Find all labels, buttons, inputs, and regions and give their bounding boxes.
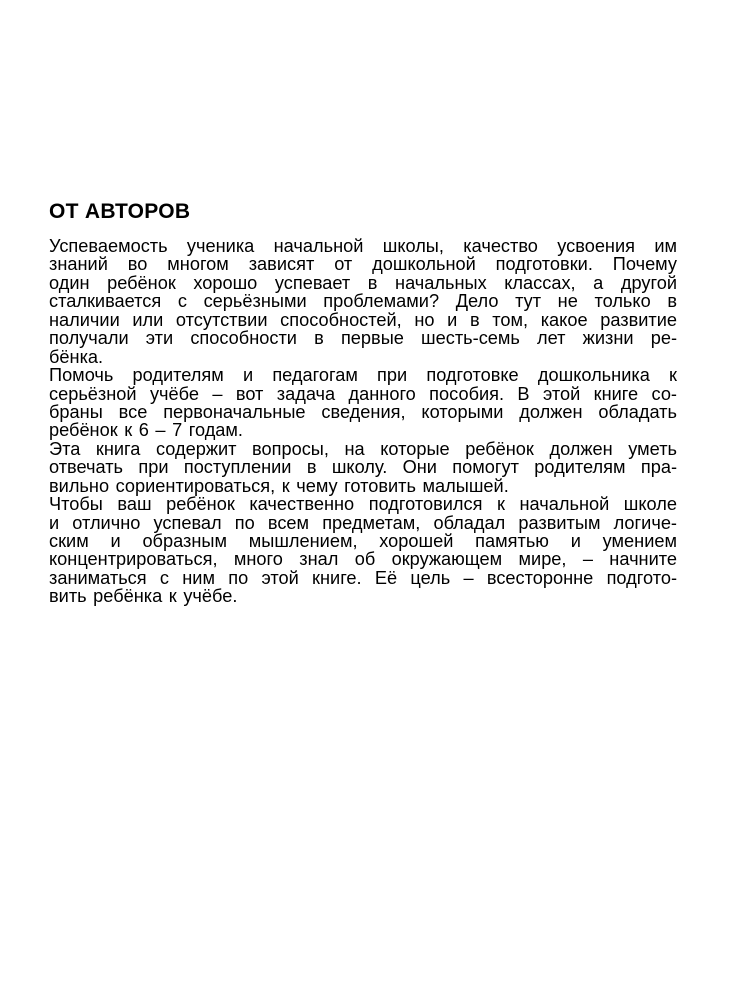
- text-line: получали эти способности в первые шесть-семь лет жизни ре-: [49, 328, 677, 349]
- paragraph-1: [49, 237, 677, 366]
- text-line: знаний во многом зависят от дошкольной подготовки. Почему: [49, 254, 677, 275]
- text-line: наличии или отсутствии способностей, но и в том, какое развитие: [49, 309, 677, 330]
- text-line: Чтобы ваш ребёнок качественно подготовился к начальной школе: [49, 494, 677, 515]
- body-text: [49, 237, 677, 606]
- section-heading: ОТ АВТОРОВ: [49, 200, 191, 223]
- text-line: вить ребёнка к учёбе.: [49, 586, 238, 607]
- text-line: Помочь родителям и педагогам при подготовке дошкольника к: [49, 365, 677, 386]
- paragraph-3: [49, 440, 677, 495]
- text-line: сталкивается с серьёзными проблемами? Дело тут не только в: [49, 291, 677, 312]
- text-line: и отлично успевал по всем предметам, обладал развитым логиче-: [49, 512, 677, 533]
- text-line: бёнка.: [49, 346, 104, 367]
- text-line: вильно сориентироваться, к чему готовить малышей.: [49, 475, 509, 496]
- paragraph-2: [49, 366, 677, 440]
- text-line: концентрироваться, много знал об окружающем мире, – начните: [49, 549, 677, 570]
- text-line: серьёзной учёбе – вот задача данного пособия. В этой книге со-: [49, 383, 677, 404]
- text-line: браны все первоначальные сведения, которыми должен обладать: [49, 401, 677, 422]
- text-line: Эта книга содержит вопросы, на которые ребёнок должен уметь: [49, 438, 677, 459]
- text-line: Успеваемость ученика начальной школы, качество усвоения им: [49, 236, 677, 256]
- text-line: заниматься с ним по этой книге. Её цель – всесторонне подгото-: [49, 567, 677, 588]
- text-line: ребёнок к 6 – 7 годам.: [49, 420, 243, 441]
- text-line: один ребёнок хорошо успевает в начальных классах, а другой: [49, 272, 677, 293]
- paragraph-4: [49, 495, 677, 606]
- text-line: ским и образным мышлением, хорошей памятью и умением: [49, 531, 677, 551]
- text-line: отвечать при поступлении в школу. Они помогут родителям пра-: [49, 457, 677, 478]
